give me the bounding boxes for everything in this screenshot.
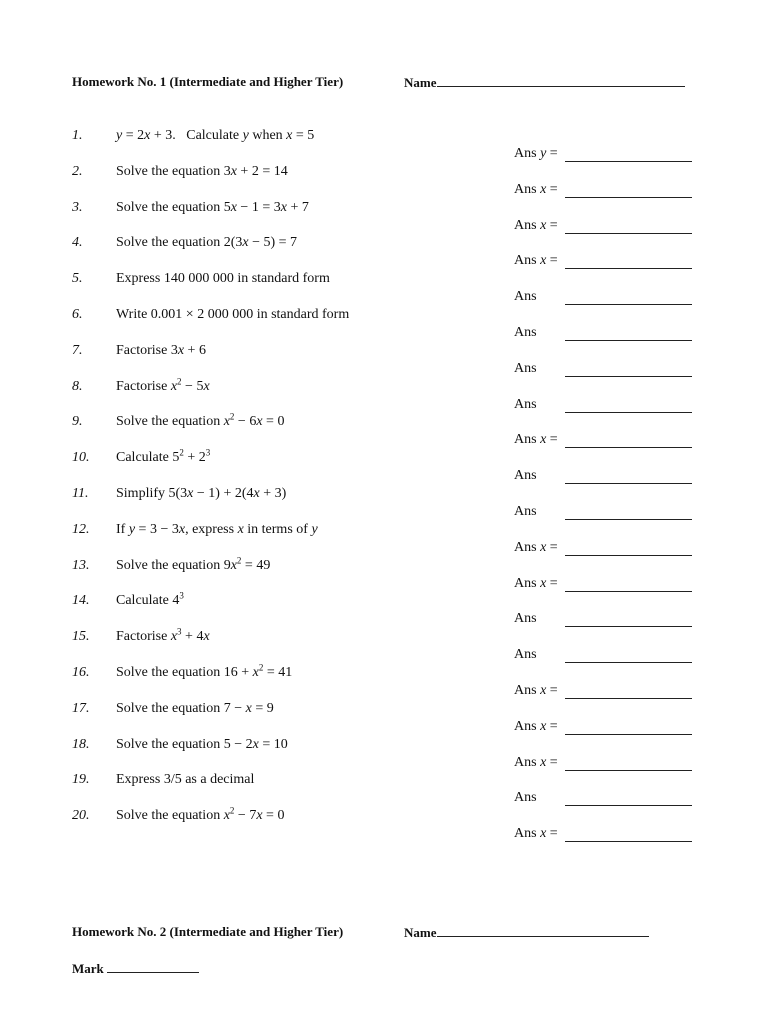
question-number: 20. xyxy=(72,808,90,824)
question-number: 8. xyxy=(72,378,83,394)
answer-label: Ans x = xyxy=(514,718,558,734)
answer-label: Ans x = xyxy=(514,432,558,448)
question-text: Solve the equation $x^2 - 6x = 0$ xyxy=(116,411,285,430)
question-number: 16. xyxy=(72,665,90,680)
question-number: 5. xyxy=(72,271,83,287)
answer-blank[interactable] xyxy=(565,841,692,842)
question-text: Solve the equation 3x + 2 = 14 xyxy=(116,163,288,179)
question-text: Solve the equation 5 − 2x = 10 xyxy=(116,736,288,752)
homework2-name-text: Name xyxy=(404,925,437,940)
question-number: 4. xyxy=(72,235,83,251)
question-number: 12. xyxy=(72,521,90,537)
homework2-mark-label xyxy=(72,960,199,977)
question-text: Calculate $4^3$ xyxy=(116,590,184,609)
question-number: 15. xyxy=(72,629,90,645)
answer-blank[interactable] xyxy=(565,698,692,699)
homework2-title: Homework No. 2 (Intermediate and Higher Tier) xyxy=(72,924,344,939)
question-text: Solve the equation 7 − x = 9 xyxy=(116,700,274,716)
answer-blank[interactable] xyxy=(565,304,692,305)
homework2-name-label xyxy=(404,924,649,941)
answer-blank[interactable] xyxy=(565,412,692,413)
question-text: Calculate $5^2 + 2^3$ xyxy=(116,447,211,466)
answer-blank[interactable] xyxy=(565,591,692,592)
homework1-name-blank[interactable] xyxy=(437,74,685,87)
question-text: Factorise 3x + 6 xyxy=(116,342,206,358)
question-text: y = 2x + 3. Calculate y when x = 5 xyxy=(116,128,315,143)
answer-label: Ans x = xyxy=(514,683,558,698)
answer-label: Ans xyxy=(514,325,537,340)
question-text: Factorise $x^2 - 5x$ xyxy=(116,375,210,394)
question-number: 18. xyxy=(72,736,90,752)
homework2-mark-text: Mark xyxy=(72,961,104,976)
answer-blank[interactable] xyxy=(565,805,692,806)
answer-blank[interactable] xyxy=(565,233,692,234)
answer-blank[interactable] xyxy=(565,626,692,627)
answer-blank[interactable] xyxy=(565,447,692,448)
answer-label: Ans xyxy=(514,611,537,627)
answer-label: Ans x = xyxy=(514,575,558,591)
answer-label: Ans xyxy=(514,396,537,412)
question-text: Express 3/5 as a decimal xyxy=(116,772,255,788)
homework1-heading xyxy=(72,74,343,90)
answer-blank[interactable] xyxy=(565,555,692,556)
question-number: 6. xyxy=(72,307,83,322)
answer-blank[interactable] xyxy=(565,197,692,198)
answer-blank[interactable] xyxy=(565,340,692,341)
homework1-name-text: Name xyxy=(404,75,437,90)
question-text: Express 140 000 000 in standard form xyxy=(116,271,330,287)
answer-blank[interactable] xyxy=(565,770,692,771)
answer-label: Ans xyxy=(514,647,537,663)
answer-label: Ans x = xyxy=(514,253,558,269)
question-text: Solve the equation 2(3x − 5) = 7 xyxy=(116,235,298,251)
answer-blank[interactable] xyxy=(565,483,692,484)
answer-label: Ans xyxy=(514,468,537,484)
question-number: 17. xyxy=(72,700,90,716)
homework1-name-label xyxy=(404,74,685,91)
question-number: 3. xyxy=(72,199,83,215)
homework2-heading xyxy=(72,924,343,940)
homework1-title: Homework No. 1 (Intermediate and Higher Tier) xyxy=(72,74,344,89)
answer-label: Ans x = xyxy=(514,826,558,842)
answer-label: Ans x = xyxy=(514,754,558,770)
question-number: 13. xyxy=(72,557,90,573)
question-text: Write 0.001 × 2 000 000 in standard form xyxy=(116,307,350,322)
question-number: 7. xyxy=(72,342,83,358)
answer-label: Ans xyxy=(514,360,537,376)
question-number: 19. xyxy=(72,772,90,788)
answer-label: Ans y = xyxy=(514,146,558,161)
question-number: 14. xyxy=(72,593,90,609)
question-number: 10. xyxy=(72,450,90,466)
homework2-mark-blank[interactable] xyxy=(107,960,199,973)
question-text: Factorise $x^3 + 4x$ xyxy=(116,626,210,645)
answer-blank[interactable] xyxy=(565,161,692,162)
answer-label: Ans x = xyxy=(514,217,558,233)
question-text: Solve the equation 5x − 1 = 3x + 7 xyxy=(116,199,309,215)
answer-blank[interactable] xyxy=(565,268,692,269)
answer-label: Ans x = xyxy=(514,539,558,555)
question-number: 11. xyxy=(72,486,89,501)
answer-blank[interactable] xyxy=(565,662,692,663)
answer-blank[interactable] xyxy=(565,376,692,377)
question-number: 1. xyxy=(72,128,83,143)
question-number: 9. xyxy=(72,414,83,430)
question-number: 2. xyxy=(72,163,83,179)
answer-blank[interactable] xyxy=(565,734,692,735)
question-text: If y = 3 − 3x, express x in terms of y xyxy=(116,521,318,537)
answer-label: Ans xyxy=(514,504,537,519)
answer-label: Ans xyxy=(514,289,537,305)
question-text: Solve the equation $x^2 - 7x = 0$ xyxy=(116,805,285,824)
answer-blank[interactable] xyxy=(565,519,692,520)
question-text: Solve the equation $16 + x^2 = 41$ xyxy=(116,662,293,680)
question-text: Solve the equation $9x^2 = 49$ xyxy=(116,554,271,573)
answer-label: Ans x = xyxy=(514,181,558,197)
answer-label: Ans xyxy=(514,790,537,806)
homework2-name-blank[interactable] xyxy=(437,924,649,937)
question-text: Simplify 5(3x − 1) + 2(4x + 3) xyxy=(116,486,287,501)
